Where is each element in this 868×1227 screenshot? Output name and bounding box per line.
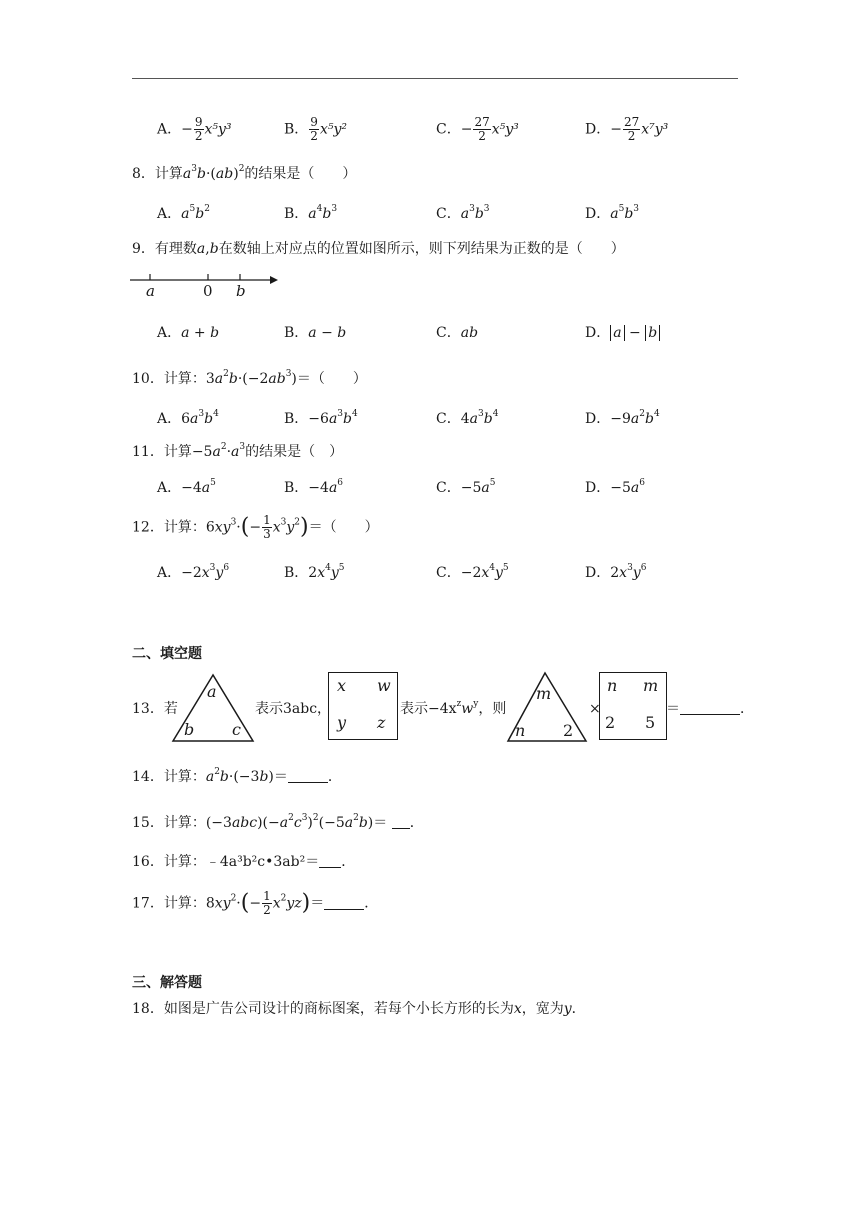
q7-option-d: D．− $\frac{27}{2}$ x⁷y³ (585, 115, 669, 143)
q7-option-b: B． $\frac{9}{2}$ x⁵y² (284, 115, 347, 143)
section-3-title: 三、解答题 (132, 975, 202, 991)
q7-option-c: C．− $\frac{27}{2}$ x⁵y³ (436, 115, 519, 143)
number-line-label-0: 0 (203, 282, 213, 300)
question-15: 15．计算：$(-3abc)(-a^2c^3)^2(-5a^2b)=$ ． (132, 813, 424, 831)
question-17: 17．计算：$8xy^2\cdot(-$ $\frac{1}{2}$ $x^2yz)=$ ． (132, 889, 379, 917)
box-1-tr: w (377, 676, 391, 695)
q12-option-a: A．$-2x^3y^6$ (157, 563, 230, 581)
q8-option-a: A．$a^5b^2$ (157, 204, 210, 222)
question-10: 10．计算：$3a^2b\cdot(-2ab^3)=$（ ） (132, 369, 367, 387)
section-2-title: 二、填空题 (132, 646, 202, 662)
q8-option-b: B．$a^4b^3$ (284, 204, 338, 222)
triangle-1-left: b (184, 720, 195, 739)
answer-blank (319, 853, 341, 868)
q11-option-d: D．$-5a^6$ (585, 478, 645, 496)
q10-option-a: A．$6a^3b^4$ (157, 409, 219, 427)
q7-option-a: A．− $\frac{9}{2}$ x⁵y³ (157, 115, 232, 143)
q9-option-c: C．ab (436, 325, 479, 341)
triangle-2-top: m (536, 684, 552, 703)
box-2-tr: m (643, 676, 659, 695)
q12-option-b: B．$2x^4y^5$ (284, 563, 345, 581)
q13-number: 13．若 (132, 701, 178, 717)
q10-option-b: B．$-6a^3b^4$ (284, 409, 358, 427)
answer-blank (324, 895, 364, 910)
question-14: 14．计算：$a^2b\cdot(-3b)=$ ． (132, 767, 342, 785)
number-line-arrow (270, 276, 278, 284)
box-2-br: 5 (645, 713, 656, 732)
q12-option-c: C．$-2x^4y^5$ (436, 563, 509, 581)
q11-option-a: A．$-4a^5$ (157, 478, 216, 496)
triangle-1-right: c (232, 720, 241, 739)
q13-times: × (589, 701, 601, 717)
q8-option-c: C．$a^3b^3$ (436, 204, 490, 222)
q11-option-c: C．$-5a^5$ (436, 478, 496, 496)
q9-option-a: A．a + b (157, 325, 220, 341)
q11-option-b: B．$-4a^6$ (284, 478, 344, 496)
question-8: 8．计算$a^3b\cdot(ab)^2$的结果是（ ） (132, 164, 357, 182)
question-12: 12．计算：$6xy^3\cdot(-$ $\frac{1}{3}$ $x^3y^2)=$（ ） (132, 513, 379, 541)
number-line-label-b: b (236, 282, 246, 300)
box-1-tl: x (337, 676, 347, 695)
number-line-label-a: a (146, 282, 155, 300)
q10-option-d: D．$-9a^2b^4$ (585, 409, 660, 427)
q12-option-d: D．$2x^3y^6$ (585, 563, 647, 581)
answer-blank (680, 700, 740, 715)
q13-text-1: 表示3abc， (255, 701, 332, 717)
q9-option-b: B．a − b (284, 325, 347, 341)
box-2-bl: 2 (605, 713, 616, 732)
q13-answer: ＝ ． (666, 701, 754, 717)
q13-text-2: 表示$-4x^zw^y$，则 (400, 699, 507, 717)
box-2-tl: n (607, 676, 618, 695)
q9-option-d: D． a − b (585, 323, 660, 343)
box-1-bl: y (337, 713, 347, 732)
triangle-1-top: a (207, 682, 217, 701)
triangle-2-right: 2 (563, 721, 574, 740)
question-16: 16．计算：﹣4a³b²c•3ab²＝ ． (132, 854, 356, 870)
question-11: 11．计算$-5a^2\cdot a^3$的结果是（ ） (132, 442, 344, 460)
question-9: 9．有理数a,b在数轴上对应点的位置如图所示，则下列结果为正数的是（ ） (132, 241, 625, 257)
triangle-2-left: n (515, 721, 526, 740)
answer-blank (392, 814, 410, 829)
header-rule (132, 78, 738, 79)
question-18: 18．如图是广告公司设计的商标图案，若每个小长方形的长为x，宽为y． (132, 1001, 586, 1017)
q10-option-c: C．$4a^3b^4$ (436, 409, 499, 427)
answer-blank (288, 768, 328, 783)
q8-option-d: D．$a^5b^3$ (585, 204, 640, 222)
box-1-br: z (377, 713, 386, 732)
